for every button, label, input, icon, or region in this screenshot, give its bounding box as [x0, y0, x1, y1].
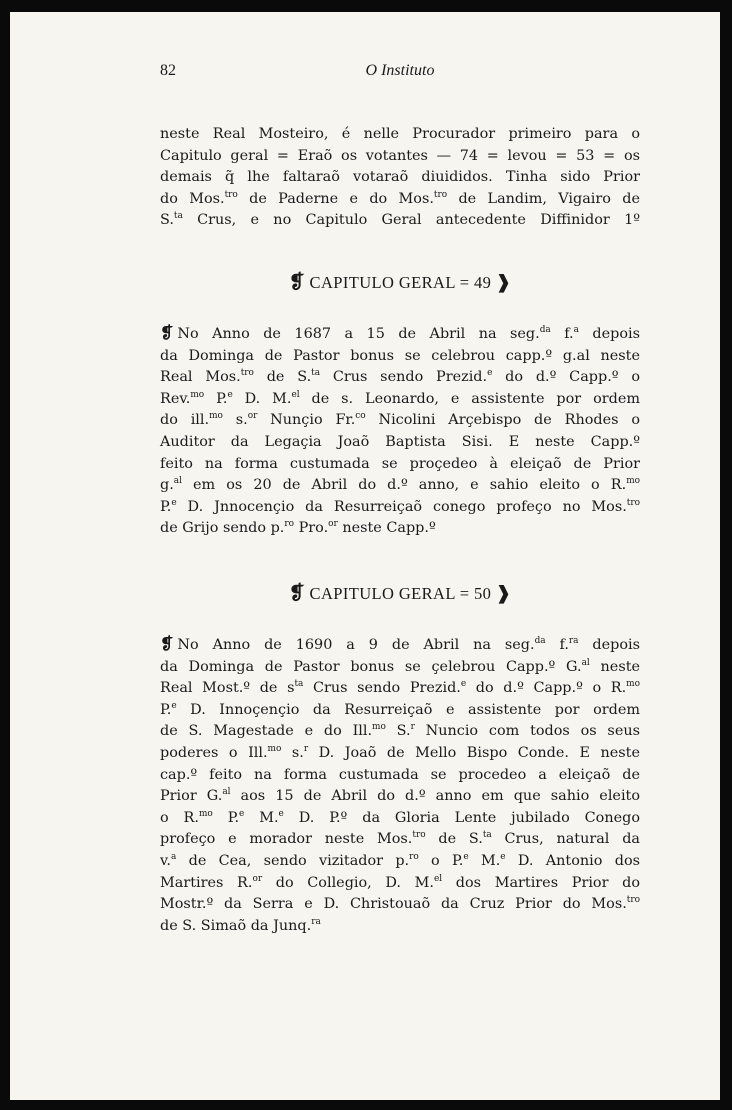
text-line: poderes o Ill.$^{mo}$ s.$^r$ D. Joaõ de Mello Bispo Conde. E neste — [160, 744, 640, 761]
section-mark-icon: ❡ — [288, 583, 306, 604]
text-line: da Dominga de Pastor bonus se çelebrou Capp.º G.$^{al}$ neste — [160, 657, 641, 675]
text-line: Mostr.º da Serra e D. Christouaõ da Cruz Prior do Mos.$^{tro}$ — [160, 895, 640, 913]
page-number: 82 — [160, 62, 176, 79]
text-line: P.$^e$ D. Innoçençio da Resurreiçaõ e assistente por ordem — [160, 700, 640, 718]
text-line: Real Mos.$^{tro}$ de S.$^{ta}$ Crus sendo Prezid.$^e$ do d.º Capp.º o — [160, 368, 640, 386]
text-line: do ill.$^{mo}$ s.$^{or}$ Nunçio Fr.$^{co}$ Nicolini Arçebispo de Rhodes o — [160, 411, 640, 429]
text-line: da Dominga de Pastor bonus se celebrou capp.º g.al neste — [160, 347, 640, 364]
text-line: Real Most.º de $s^{ta}$ Crus sendo Prezid.$^e$ do d.º Capp.º o R.$^{mo}$ — [160, 679, 640, 697]
text-line: Martires R.$^{or}$ do Collegio, D. M.$^{el}$ dos Martires Prior do — [160, 873, 641, 891]
text-line: cap.º feito na forma custumada se procedeo a eleiçaõ de — [160, 766, 640, 783]
text-line: ❡ No Anno de 1690 a 9 de Abril na seg.$^{da}$ f.$^{ra}$ depois — [160, 634, 640, 653]
text-line: neste Real Mosteiro, é nelle Procurador primeiro para o — [160, 126, 640, 142]
heading-text: CAPITULO GERAL = 50 — [309, 584, 492, 603]
text-line: de S. Simaõ da Junq.$^{ra}$ — [160, 916, 321, 934]
text-line: Rev.$^{mo}$ P.$^e$ D. M.$^{el}$ de s. Leonardo, e assistente por ordem — [160, 389, 641, 407]
text-line: demais q̃ lhe faltaraõ votaraõ diuididos. Tinha sido Prior — [160, 169, 640, 186]
text-line: P.$^e$ D. Jnnocençio da Resurreiçaõ conego profeço no Mos.$^{tro}$ — [160, 497, 640, 515]
text-line: Auditor da Legaçia Joaõ Baptista Sisi. E neste Capp.º — [160, 433, 640, 450]
page-header — [160, 62, 640, 86]
text-line: de Grijo sendo p.$^{ro}$ Pro.$^{or}$ neste Capp.º — [160, 519, 436, 537]
running-title: O Instituto — [365, 62, 435, 79]
text-line: ❡ No Anno de 1687 a 15 de Abril na seg.$^{da}$ f.$^a$ depois — [160, 323, 641, 342]
text-line: do Mos.$^{tro}$ de Paderne e do Mos.$^{tro}$ de Landim, Vigairo de — [160, 189, 641, 207]
chapter-heading-50 — [160, 582, 640, 605]
text-line: o R.$^{mo}$ P.$^e$ M.$^e$ D. P.º da Gloria Lente jubilado Conego — [160, 808, 641, 826]
book-page — [10, 12, 720, 1100]
close-mark-icon: ❱ — [495, 583, 512, 603]
close-mark-icon: ❱ — [495, 272, 512, 292]
text-line: profeço e morador neste Mos.$^{tro}$ de S.$^{ta}$ Crus, natural da — [160, 830, 640, 848]
text-line: Prior G.$^{al}$ aos 15 de Abril do d.º anno em que sahio eleito — [160, 787, 640, 805]
text-line: S.$^{ta}$ Crus, e no Capitulo Geral antecedente Diffinidor 1º — [160, 211, 640, 229]
text-line: Capitulo geral = Eraõ os votantes — 74 = levou = 53 = os — [160, 147, 640, 164]
paragraph-capitulo-49 — [160, 322, 640, 540]
heading-text: CAPITULO GERAL = 49 — [309, 273, 492, 292]
chapter-heading-49 — [160, 271, 640, 294]
text-line: v.$^a$ de Cea, sendo vizitador p.$^{ro}$ o P.$^e$ M.$^e$ D. Antonio dos — [160, 852, 640, 869]
section-mark-icon: ❡ — [160, 323, 174, 342]
paragraph-continuation — [160, 124, 640, 232]
text-line: de S. Magestade e do Ill.$^{mo}$ S.$^r$ Nuncio com todos os seus — [160, 722, 640, 740]
text-line: feito na forma custumada se proçedeo à eleiçaõ de Prior — [160, 455, 640, 472]
section-mark-icon: ❡ — [160, 634, 174, 653]
paragraph-capitulo-50 — [160, 633, 640, 937]
text-line: g.$^{al}$ em os 20 de Abril do d.º anno, e sahio eleito o R.$^{mo}$ — [160, 476, 640, 494]
section-mark-icon: ❡ — [288, 272, 306, 293]
